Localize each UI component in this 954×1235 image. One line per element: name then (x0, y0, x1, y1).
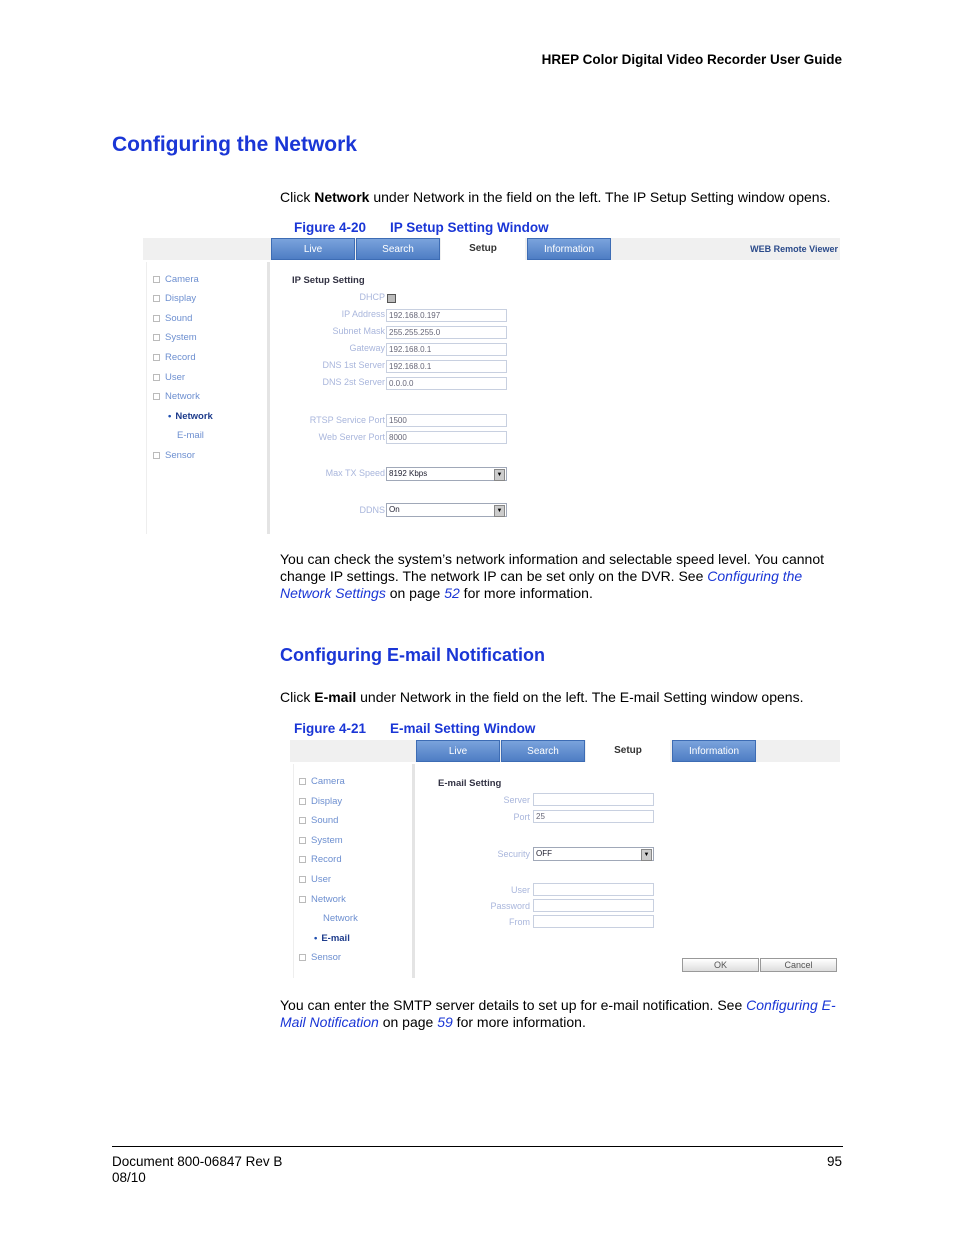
rtsp-port-label: RTSP Service Port (309, 415, 385, 425)
tab-information[interactable]: Information (672, 740, 756, 762)
email-section-title: E-mail Setting (438, 778, 502, 789)
nav-network[interactable]: Network (153, 391, 200, 402)
max-tx-label: Max TX Speed (325, 468, 385, 478)
nav-email-sub[interactable]: E-mail (177, 430, 204, 441)
ddns-label: DDNS (359, 505, 385, 515)
rtsp-port-field[interactable]: 1500 (386, 414, 507, 427)
web-port-label: Web Server Port (318, 432, 385, 442)
password-field[interactable] (533, 899, 654, 912)
dns1-field[interactable]: 192.168.0.1 (386, 360, 507, 373)
nav-email-sub[interactable]: • E-mail (314, 933, 350, 944)
section-title: Configuring the Network (112, 133, 357, 156)
gateway-field[interactable]: 192.168.0.1 (386, 343, 507, 356)
dhcp-label: DHCP (359, 292, 385, 302)
tab-setup[interactable]: Setup (441, 238, 525, 260)
dns2-label: DNS 2st Server (322, 377, 385, 387)
nav-record[interactable]: Record (153, 352, 196, 363)
paragraph-network-intro: Click Network under Network in the field on the left. The IP Setup Setting window opens. (280, 189, 831, 205)
nav-sensor[interactable]: Sensor (299, 952, 341, 963)
ip-address-label: IP Address (341, 309, 385, 319)
page-number: 95 (826, 1154, 842, 1169)
ok-button[interactable]: OK (682, 958, 759, 972)
dns1-label: DNS 1st Server (322, 360, 385, 370)
figure-caption-4-21: Figure 4-21 E-mail Setting Window (294, 721, 536, 736)
nav-sound[interactable]: Sound (299, 815, 338, 826)
chevron-down-icon: ▼ (641, 849, 652, 861)
running-header: HREP Color Digital Video Recorder User Guide (541, 52, 842, 67)
tab-setup[interactable]: Setup (586, 740, 670, 762)
tab-bar (290, 740, 840, 762)
ip-setup-section-title: IP Setup Setting (292, 275, 365, 286)
footer-divider (112, 1146, 843, 1147)
web-port-field[interactable]: 8000 (386, 431, 507, 444)
user-field[interactable] (533, 883, 654, 896)
nav-display[interactable]: Display (299, 796, 342, 807)
nav-network-sub[interactable]: Network (323, 913, 358, 924)
footer-doc: Document 800-06847 Rev B 08/10 (112, 1154, 283, 1185)
password-label: Password (490, 901, 530, 911)
from-label: From (509, 917, 530, 927)
link-configuring-email-notification[interactable]: Configuring E-Mail Notification (280, 997, 836, 1030)
port-field[interactable]: 25 (533, 810, 654, 823)
nav-network-sub[interactable]: • Network (168, 411, 213, 422)
tab-search[interactable]: Search (356, 238, 440, 260)
nav-camera[interactable]: Camera (153, 274, 199, 285)
cancel-button[interactable]: Cancel (760, 958, 837, 972)
chevron-down-icon: ▼ (494, 469, 505, 481)
security-select[interactable]: OFF ▼ (533, 847, 654, 861)
nav-sensor[interactable]: Sensor (153, 450, 195, 461)
tab-live[interactable]: Live (271, 238, 355, 260)
user-label: User (510, 885, 530, 895)
ip-setup-screenshot (143, 238, 840, 534)
tab-information[interactable]: Information (527, 238, 611, 260)
port-label: Port (513, 812, 530, 822)
link-page-59[interactable]: 59 (437, 1014, 453, 1030)
link-page-52[interactable]: 52 (444, 585, 460, 601)
nav-sound[interactable]: Sound (153, 313, 192, 324)
chevron-down-icon: ▼ (494, 505, 505, 517)
figure-caption-4-20: Figure 4-20 IP Setup Setting Window (294, 220, 549, 235)
subnet-mask-field[interactable]: 255.255.255.0 (386, 326, 507, 339)
max-tx-select[interactable]: 8192 Kbps ▼ (386, 467, 507, 481)
dns2-field[interactable]: 0.0.0.0 (386, 377, 507, 390)
paragraph-email-intro: Click E-mail under Network in the field on the left. The E-mail Setting window opens. (280, 689, 804, 705)
ip-address-field[interactable]: 192.168.0.197 (386, 309, 507, 322)
subsection-title: Configuring E-mail Notification (280, 645, 545, 665)
nav-user[interactable]: User (299, 874, 331, 885)
tab-bar (143, 238, 840, 260)
server-field[interactable] (533, 793, 654, 806)
nav-camera[interactable]: Camera (299, 776, 345, 787)
tab-search[interactable]: Search (501, 740, 585, 762)
subnet-mask-label: Subnet Mask (332, 326, 385, 336)
nav-network[interactable]: Network (299, 894, 346, 905)
from-field[interactable] (533, 915, 654, 928)
link-configuring-network-settings[interactable]: Configuring the Network Settings (280, 568, 803, 601)
nav-record[interactable]: Record (299, 854, 342, 865)
viewer-title: WEB Remote Viewer (750, 244, 838, 254)
dhcp-checkbox[interactable] (387, 294, 396, 303)
security-label: Security (497, 849, 530, 859)
nav-display[interactable]: Display (153, 293, 196, 304)
tab-live[interactable]: Live (416, 740, 500, 762)
server-label: Server (503, 795, 530, 805)
nav-system[interactable]: System (153, 332, 197, 343)
paragraph-smtp-info: You can enter the SMTP server details to set up for e-mail notification. See Configuring E-Mail Notification on page 59 for more information. (280, 997, 836, 1030)
email-setting-screenshot (290, 740, 840, 978)
nav-user[interactable]: User (153, 372, 185, 383)
paragraph-network-info: You can check the system’s network information and selectable speed level. You cannot change IP settings. The network IP can be set only on the DVR. See Configuring the Network Settings on page 52 for more information. (280, 551, 825, 601)
ddns-select[interactable]: On ▼ (386, 503, 507, 517)
gateway-label: Gateway (349, 343, 385, 353)
nav-system[interactable]: System (299, 835, 343, 846)
